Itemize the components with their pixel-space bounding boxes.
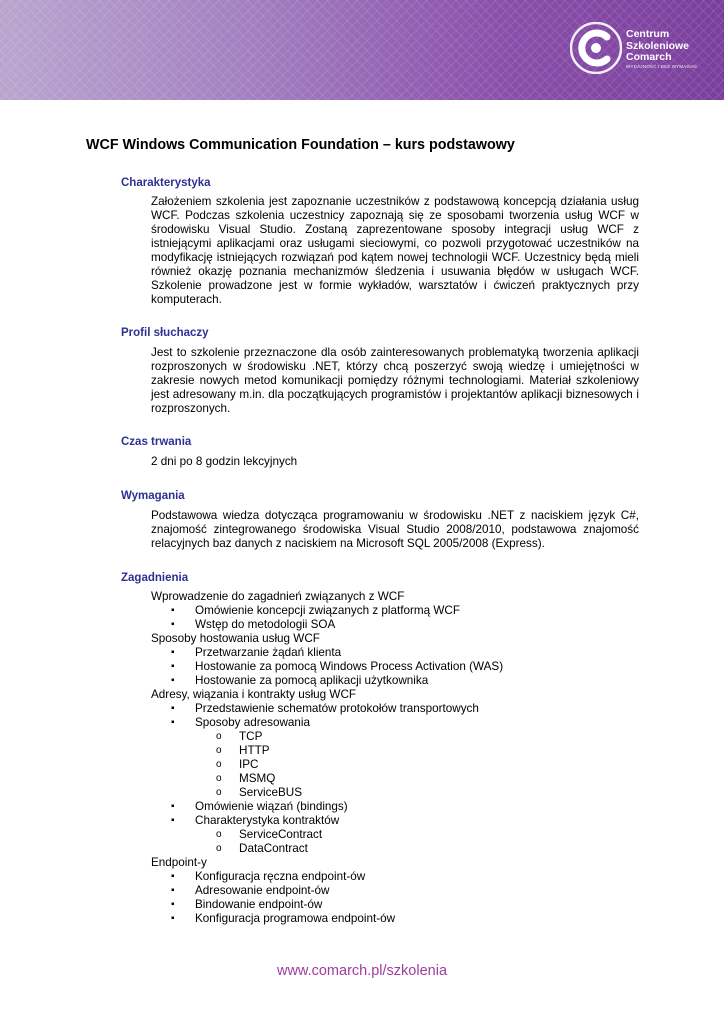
audience-text: Jest to szkolenie przeznaczone dla osób zainteresowanych problematyką tworzenia aplikacji rozproszonych w środowisku .NET, którzy chcą poszerzyć swoją wiedzę i umiejętności w zakresie nowych metod komunikacji pomiędzy różnymi technologiami. Materiał szkoleniowy jest adresowany m.in. dla początkujących programistów i projektantów aplikacji biznesowych i rozproszonych. — [151, 346, 639, 415]
section-heading-duration: Czas trwania — [121, 436, 192, 448]
comarch-logo-icon — [570, 22, 622, 74]
logo-text — [626, 29, 697, 70]
topic-item: ▪ Adresowanie endpoint-ów — [151, 884, 651, 898]
logo-tagline: WYDAJNOŚĆ I BEZ WYMAGAŃ — [626, 63, 697, 69]
topic-subitem: o DataContract — [151, 842, 651, 856]
topic-item: ▪ Przetwarzanie żądań klienta — [151, 646, 651, 660]
topic-subitem: o ServiceContract — [151, 828, 651, 842]
duration-text: 2 dni po 8 godzin lekcyjnych — [151, 455, 298, 468]
page-title: WCF Windows Communication Foundation – kurs podstawowy — [86, 137, 515, 153]
topic-subitem: o MSMQ — [151, 772, 651, 786]
topic-item: ▪ Hostowanie za pomocą Windows Process Activation (WAS) — [151, 660, 651, 674]
topic-subitem: o ServiceBUS — [151, 786, 651, 800]
section-heading-topics: Zagadnienia — [121, 572, 189, 584]
topic-subitem: o HTTP — [151, 744, 651, 758]
topic-item: ▪ Bindowanie endpoint-ów — [151, 898, 651, 912]
topic-group-title: Sposoby hostowania usług WCF — [151, 632, 320, 645]
topic-bullet-list — [151, 702, 651, 856]
topic-item: ▪ Omówienie koncepcji związanych z platformą WCF — [151, 604, 651, 618]
topics-list — [151, 590, 651, 926]
section-heading-requirements: Wymagania — [121, 490, 185, 502]
topic-group-title: Adresy, wiązania i kontrakty usług WCF — [151, 688, 357, 701]
header-banner — [0, 0, 724, 100]
topic-bullet-list — [151, 604, 651, 632]
logo-line-2: Szkoleniowe — [626, 39, 690, 52]
topic-item: ▪ Omówienie wiązań (bindings) — [151, 800, 651, 814]
topic-subitem: o TCP — [151, 730, 651, 744]
topic-item: ▪ Konfiguracja programowa endpoint-ów — [151, 912, 651, 926]
topic-item: ▪ Sposoby adresowania — [151, 716, 651, 730]
logo-line-1: Centrum — [626, 28, 670, 40]
topic-item: ▪ Konfiguracja ręczna endpoint-ów — [151, 870, 651, 884]
section-heading-audience: Profil słuchaczy — [121, 327, 209, 339]
requirements-text: Podstawowa wiedza dotycząca programowaniu w środowisku .NET z naciskiem język C#, znajomość zintegrowanego środowiska Visual Studio 2008/2010, podstawowa znajomość relacyjnych baz danych z naciskiem na Microsoft SQL 2005/2008 (Express). — [151, 509, 639, 550]
topic-subitem: o IPC — [151, 758, 651, 772]
logo-line-3: Comarch — [626, 51, 672, 63]
topic-item: ▪ Charakterystyka kontraktów — [151, 814, 651, 828]
topic-group-title: Wprowadzenie do zagadnień związanych z WCF — [151, 590, 405, 603]
topic-bullet-list — [151, 646, 651, 688]
topic-item: ▪ Hostowanie za pomocą aplikacji użytkownika — [151, 674, 651, 688]
topic-bullet-list — [151, 870, 651, 926]
topic-item: ▪ Przedstawienie schematów protokołów transportowych — [151, 702, 651, 716]
topic-item: ▪ Wstęp do metodologii SOA — [151, 618, 651, 632]
footer-link[interactable]: www.comarch.pl/szkolenia — [276, 963, 448, 979]
characteristics-text: Założeniem szkolenia jest zapoznanie uczestników z podstawową koncepcją działania usług WCF. Podczas szkolenia uczestnicy zapoznają się ze sposobami tworzenia usług WCF w środowisku Visual Studio. Zostaną zaprezentowane sposoby integracji usług WCF z istniejącymi aplikacjami oraz usługami sieciowymi, co pozwoli przygotować uczestników na modyfikację istniejących rozwiązań pod kątem nowej technologii WCF. Uczestnicy będą mieli również okazję poznania mechanizmów śledzenia i usuwania błędów w usługach WCF. Szkolenie prowadzone jest w formie wykładów, warsztatów i ćwiczeń praktycznych przy komputerach. — [151, 195, 639, 306]
section-heading-characteristics: Charakterystyka — [121, 177, 211, 189]
topic-group-title: Endpoint-y — [151, 856, 207, 869]
